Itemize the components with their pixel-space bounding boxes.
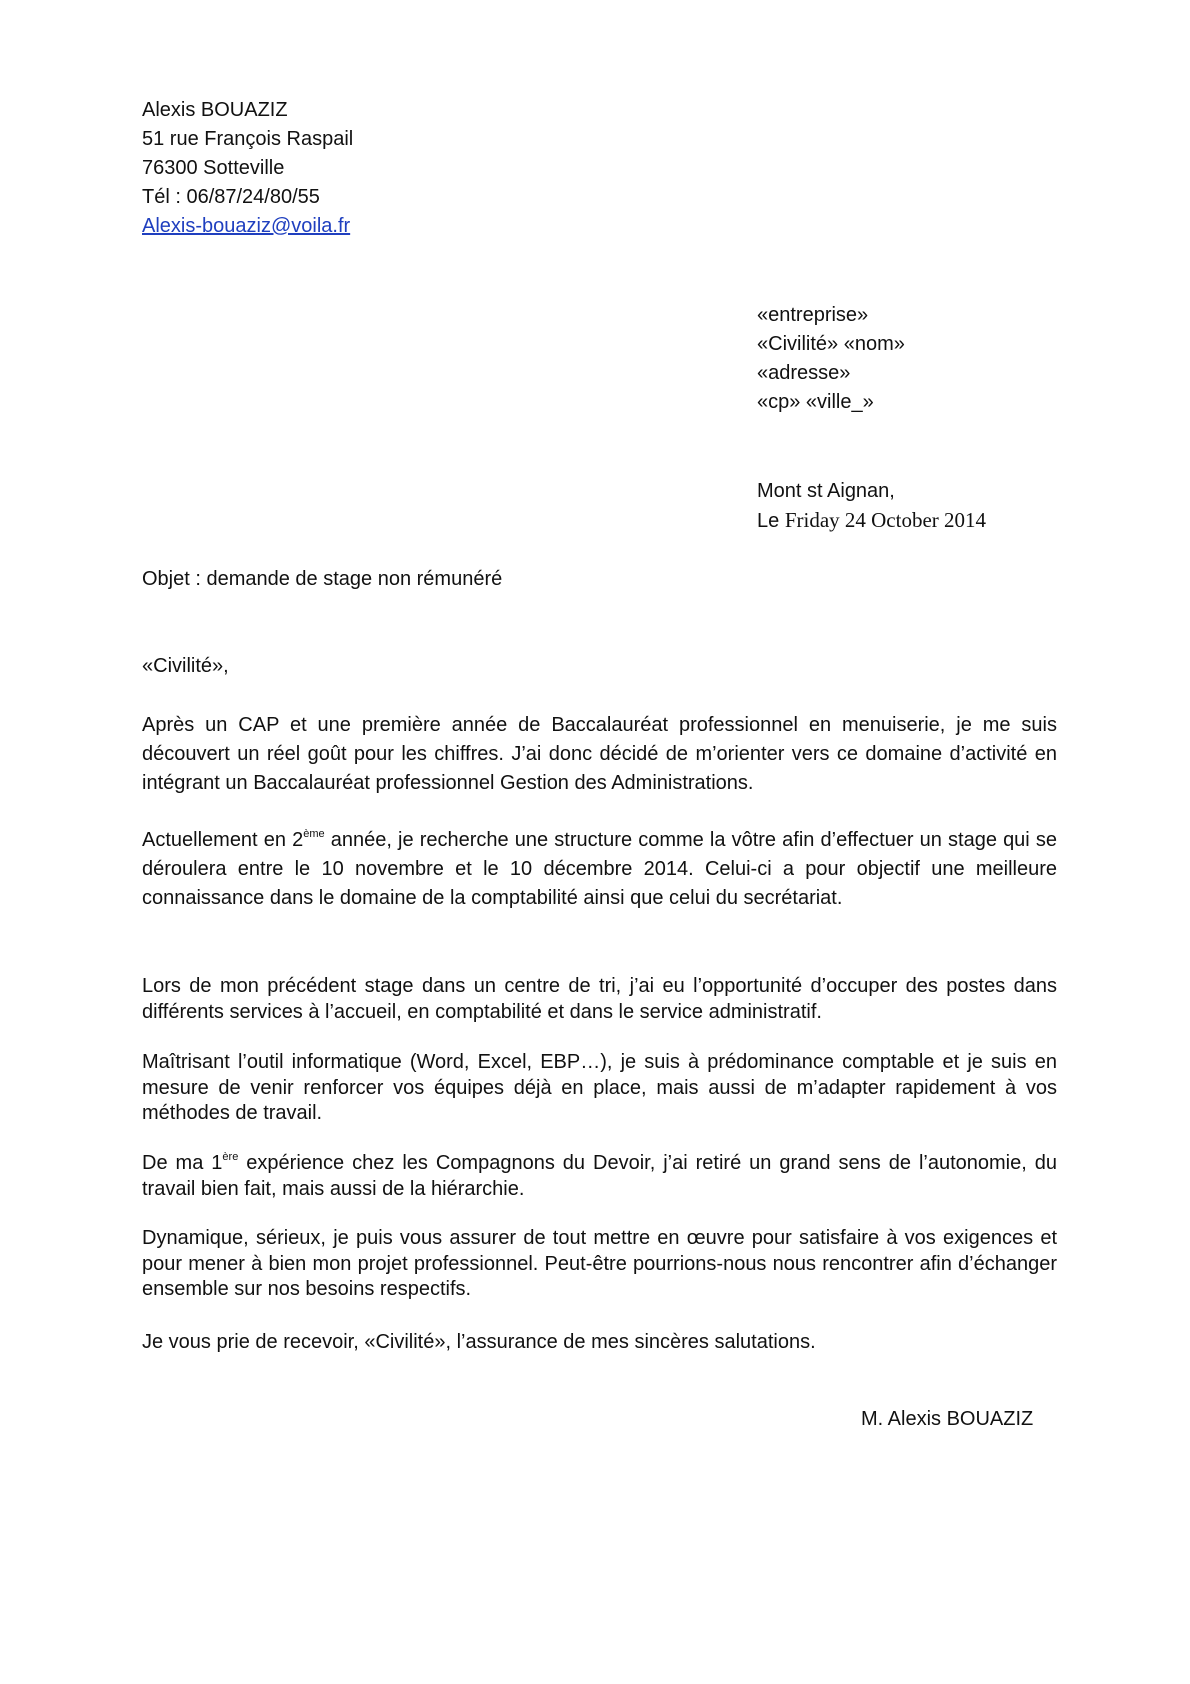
signature: M. Alexis BOUAZIZ xyxy=(861,1408,1034,1430)
recipient-postcode-city: «cp» «ville_» xyxy=(757,391,874,413)
paragraph-1: Après un CAP et une première année de Baccalauréat professionnel en menuiserie, je me suis découvert un réel goût pour les chiffres. J’ai donc décidé de m’orienter vers ce domaine d’activité en intégrant un Baccalauréat professionnel Gestion des Administrations. xyxy=(142,714,1057,794)
paragraph-2-start: Actuellement en 2 xyxy=(142,829,304,851)
date-prefix: Le xyxy=(757,510,780,532)
place: Mont st Aignan, xyxy=(757,480,895,502)
paragraph-2-rest: année, je recherche une structure comme la vôtre afin d’effectuer un stage qui se déroulera entre le 10 novembre et le 10 décembre 2014. Celui-ci a pour objectif une meilleure connaissance dans le domaine de la comptabilité ainsi que celui du secrétariat. xyxy=(142,829,1057,909)
recipient-company: «entreprise» xyxy=(757,304,869,326)
sender-name: Alexis BOUAZIZ xyxy=(142,99,288,121)
recipient-block xyxy=(757,301,905,417)
paragraph-7: Je vous prie de recevoir, «Civilité», l’assurance de mes sincères salutations. xyxy=(142,1331,816,1353)
paragraph-3: Lors de mon précédent stage dans un centre de tri, j’ai eu l’opportunité d’occuper des postes dans différents services à l’accueil, en comptabilité et dans le service administratif. xyxy=(142,975,1057,1023)
salutation: «Civilité», xyxy=(142,655,229,677)
paragraph-2 xyxy=(142,826,1057,913)
place-date-block xyxy=(757,477,986,535)
paragraph-4: Maîtrisant l’outil informatique (Word, Excel, EBP…), je suis à prédominance comptable et je suis en mesure de venir renforcer vos équipes déjà en place, mais aussi de m’adapter rapidement à vos méthodes de travail. xyxy=(142,1051,1057,1124)
paragraph-5-rest: expérience chez les Compagnons du Devoir, j’ai retiré un grand sens de l’autonomie, du travail bien fait, mais aussi de la hiérarchie. xyxy=(142,1152,1057,1200)
paragraph-6: Dynamique, sérieux, je puis vous assurer de tout mettre en œuvre pour satisfaire à vos exigences et pour mener à bien mon projet professionnel. Peut-être pourrions-nous nous rencontrer afin d’échanger ensemble sur nos besoins respectifs. xyxy=(142,1227,1057,1300)
sender-block xyxy=(142,96,353,241)
date-value: Friday 24 October 2014 xyxy=(784,508,987,532)
sender-street: 51 rue François Raspail xyxy=(142,128,354,150)
date-line xyxy=(757,506,986,535)
paragraph-5 xyxy=(142,1151,1057,1202)
sender-phone: Tél : 06/87/24/80/55 xyxy=(142,186,320,208)
sender-city: 76300 Sotteville xyxy=(142,157,285,179)
recipient-address: «adresse» xyxy=(757,362,851,384)
subject-line: Objet : demande de stage non rémunéré xyxy=(142,568,503,590)
sender-email-link[interactable]: Alexis-bouaziz@voila.fr xyxy=(142,215,351,237)
recipient-title-name: «Civilité» «nom» xyxy=(757,333,905,355)
paragraph-5-sup: ère xyxy=(222,1151,239,1163)
paragraph-5-start: De ma 1 xyxy=(142,1152,223,1174)
paragraph-2-sup: ème xyxy=(303,828,325,840)
